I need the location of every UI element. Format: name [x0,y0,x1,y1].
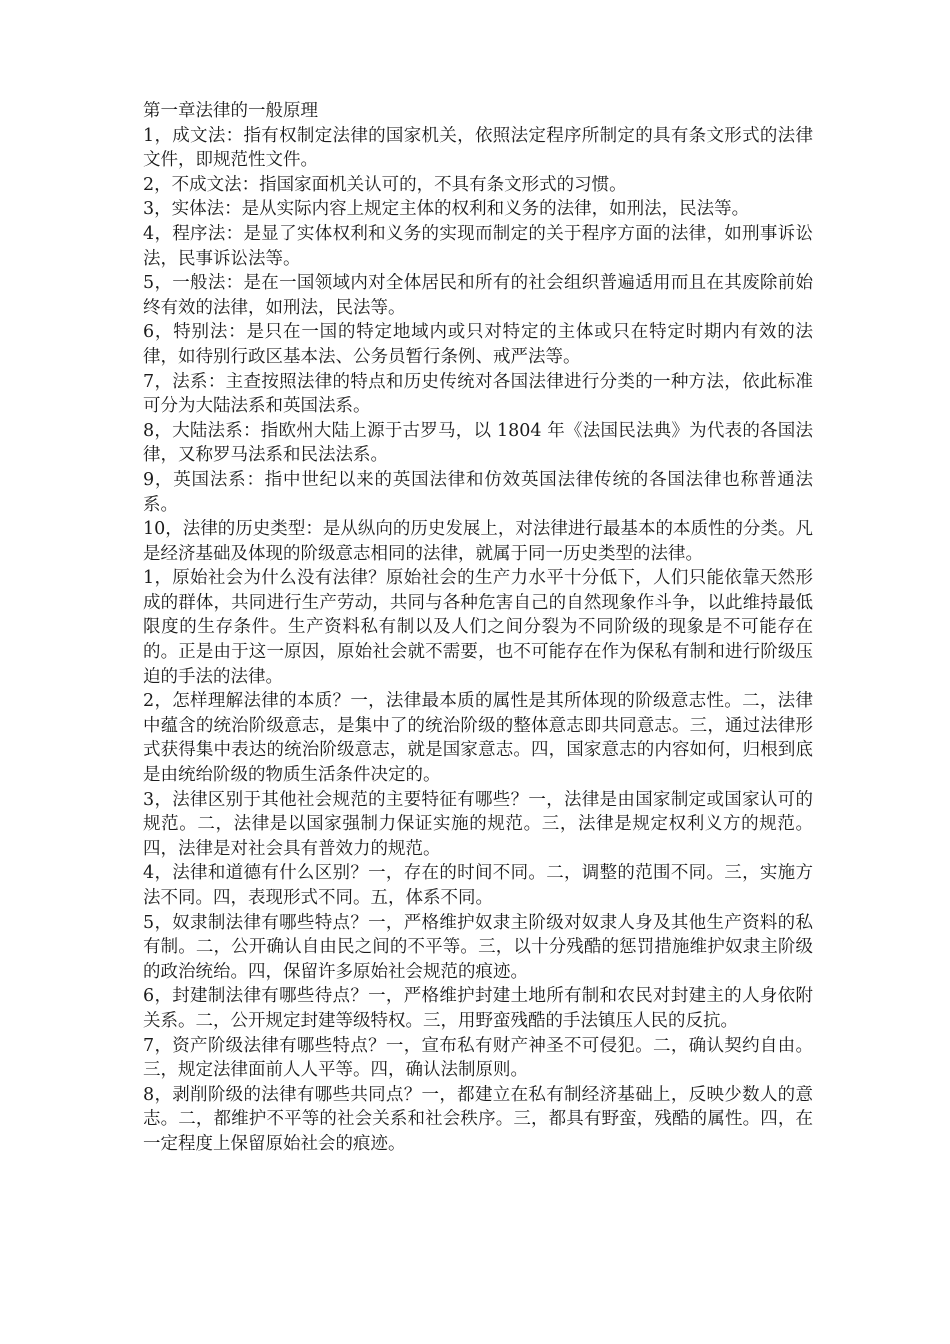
paragraph: 1，原始社会为什么没有法律？原始社会的生产力水平十分低下，人们只能依靠天然形成的群体，共同进行生产劳动，共同与各种危害自己的自然现象作斗争，以此维持最低限度的生存条件。生产资料私有制以及人们之间分裂为不同阶级的现象是不可能存在的。正是由于这一原因，原始社会就不需要，也不可能存在作为保私有制和进行阶级压迫的手法的法律。 [143,568,813,687]
paragraph: 7，资产阶级法律有哪些特点？一，宣布私有财产神圣不可侵犯。二，确认契约自由。三，规定法律面前人人平等。四，确认法制原则。 [143,1035,813,1081]
document-body [143,99,813,1157]
paragraph: 6，特别法：是只在一国的特定地域内或只对特定的主体或只在特定时期内有效的法律，如待别行政区基本法、公务员暂行条例、戒严法等。 [143,322,813,367]
paragraph: 9，英国法系：指中世纪以来的英国法律和仿效英国法律传统的各国法律也称普通法系。 [143,469,813,515]
paragraph: 10，法律的历史类型：是从纵向的历史发展上，对法律进行最基本的本质性的分类。凡是经济基础及体现的阶级意志相同的法律，就属于同一历史类型的法律。 [143,519,813,564]
paragraph: 2，怎样理解法律的本质？一，法律最本质的属性是其所体现的阶级意志性。二，法律中蕴含的统治阶级意志，是集中了的统治阶级的整体意志即共同意志。三，通过法律形式获得集中表达的统治阶级意志，就是国家意志。四，国家意志的内容如何，归根到底是由统绐阶级的物质生活条件决定的。 [143,691,813,786]
paragraph: 5，一般法：是在一国领域内对全体居民和所有的社会组织普遍适用而且在其废除前始终有效的法律，如刑法，民法等。 [143,273,813,318]
paragraph: 8，大陆法系：指欧州大陆上源于古罗马，以 1804 年《法国民法典》为代表的各国法律，又称罗马法系和民法法系。 [143,420,813,466]
paragraph: 5，奴隶制法律有哪些特点？一，严格维护奴隶主阶级对奴隶人身及其他生产资料的私有制。二，公开确认自由民之间的不平等。三，以十分残酷的惩罚措施维护奴隶主阶级的政治统绐。四，保留许多原始社会规范的痕迹。 [143,912,813,982]
paragraph: 2，不成文法：指国家面机关认可的，不具有条文形式的习惯。 [143,174,627,195]
paragraph: 8，剥削阶级的法律有哪些共同点？一，都建立在私有制经济基础上，反映少数人的意志。二，都维护不平等的社会关系和社会秩序。三，都具有野蛮，残酷的属性。四，在一定程度上保留原始社会的痕迹。 [143,1084,813,1154]
paragraph: 4，法律和道德有什么区别？一，存在的时间不同。二，调整的范围不同。三，实施方法不同。四，表现形式不同。五，体系不同。 [143,863,813,908]
paragraph: 3，实体法：是从实际内容上规定主体的权利和义务的法律，如刑法，民法等。 [143,199,750,220]
paragraph: 6，封建制法律有哪些待点？一，严格维护封建土地所有制和农民对封建主的人身依附关系。二，公开规定封建等级特权。三，用野蛮残酷的手法镇压人民的反抗。 [143,986,813,1031]
paragraph: 3，法律区别于其他社会规范的主要特征有哪些？一，法律是由国家制定或国家认可的规范。二，法律是以国家强制力保证实施的规范。三，法律是规定权利义方的规范。四，法律是对社会具有普效力的规范。 [143,789,813,859]
paragraph: 7，法系：主查按照法律的特点和历史传统对各国法律进行分类的一种方法，依此标准可分为大陆法系和英国法系。 [143,371,813,417]
paragraph: 1，成文法：指有权制定法律的国家机关，依照法定程序所制定的具有条文形式的法律文件，即规范性文件。 [143,125,813,171]
paragraph: 4，程序法：是显了实体权利和义务的实现而制定的关于程序方面的法律，如刑事诉讼法，民事诉讼法等。 [143,223,813,269]
chapter-title: 第一章法律的一般原理 [143,101,318,121]
